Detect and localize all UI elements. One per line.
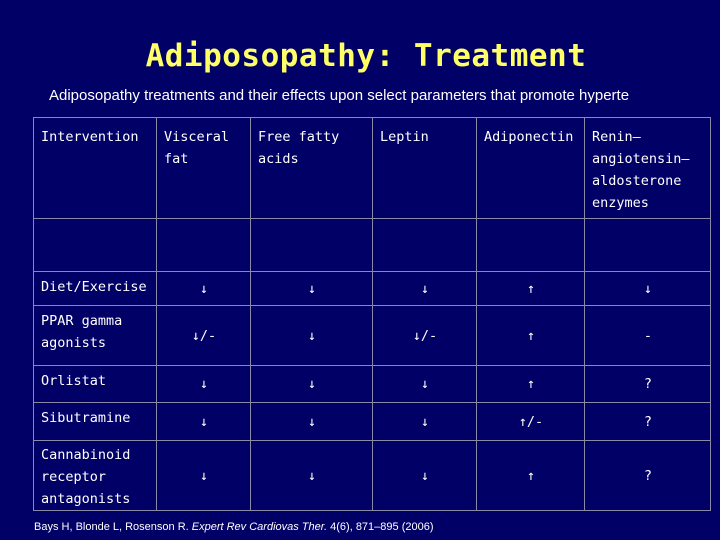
blank-cell — [373, 219, 477, 272]
effect-cell: - — [585, 306, 711, 366]
effect-cell: ↓/- — [373, 306, 477, 366]
effect-cell: ↓ — [251, 306, 373, 366]
table-header-row — [34, 118, 711, 219]
citation-details: 4(6), 871–895 (2006) — [330, 521, 434, 533]
effect-cell: ↓ — [373, 366, 477, 403]
blank-cell — [585, 219, 711, 272]
effect-cell: ? — [585, 366, 711, 403]
header-raas-enzymes: Renin–angiotensin–aldosterone enzymes — [585, 118, 711, 219]
effect-cell: ↓ — [251, 366, 373, 403]
effect-cell: ↓ — [157, 272, 251, 306]
header-visceral-fat: Visceral fat — [157, 118, 251, 219]
effect-cell: ↑/- — [477, 403, 585, 441]
effect-cell: ? — [585, 403, 711, 441]
effect-cell: ↑ — [477, 272, 585, 306]
effect-cell: ↓/- — [157, 306, 251, 366]
blank-cell — [251, 219, 373, 272]
blank-cell — [157, 219, 251, 272]
table-row — [34, 272, 711, 306]
effect-cell: ↑ — [477, 366, 585, 403]
effect-cell: ↓ — [157, 441, 251, 511]
table-row — [34, 306, 711, 366]
effect-cell: ↓ — [585, 272, 711, 306]
slide-title: Adiposopathy: Treatment — [145, 38, 587, 74]
effect-cell: ↓ — [373, 441, 477, 511]
intervention-cell: Cannabinoid receptor antagonists — [34, 441, 157, 511]
header-free-fatty-acids: Free fatty acids — [251, 118, 373, 219]
table-row — [34, 441, 711, 511]
effect-cell: ↓ — [251, 403, 373, 441]
intervention-cell: Diet/Exercise — [34, 272, 157, 306]
effect-cell: ↓ — [157, 403, 251, 441]
effect-cell: ↑ — [477, 306, 585, 366]
effect-cell: ↑ — [477, 441, 585, 511]
citation-authors: Bays H, Blonde L, Rosenson R. — [34, 521, 189, 533]
effect-cell: ↓ — [251, 441, 373, 511]
blank-cell — [34, 219, 157, 272]
slide-subtitle: Adiposopathy treatments and their effects upon select parameters that promote hyperte — [49, 87, 630, 104]
effect-cell: ↓ — [251, 272, 373, 306]
effect-cell: ? — [585, 441, 711, 511]
header-adiponectin: Adiponectin — [477, 118, 585, 219]
citation-journal: Expert Rev Cardiovas Ther. — [191, 521, 328, 533]
header-intervention: Intervention — [34, 118, 157, 219]
citation — [34, 521, 434, 533]
blank-cell — [477, 219, 585, 272]
table-blank-row — [34, 219, 711, 272]
treatment-table — [33, 117, 711, 511]
intervention-cell: Orlistat — [34, 366, 157, 403]
intervention-cell: PPAR gamma agonists — [34, 306, 157, 366]
effect-cell: ↓ — [373, 403, 477, 441]
table-row — [34, 403, 711, 441]
table-row — [34, 366, 711, 403]
intervention-cell: Sibutramine — [34, 403, 157, 441]
effect-cell: ↓ — [373, 272, 477, 306]
effect-cell: ↓ — [157, 366, 251, 403]
header-leptin: Leptin — [373, 118, 477, 219]
